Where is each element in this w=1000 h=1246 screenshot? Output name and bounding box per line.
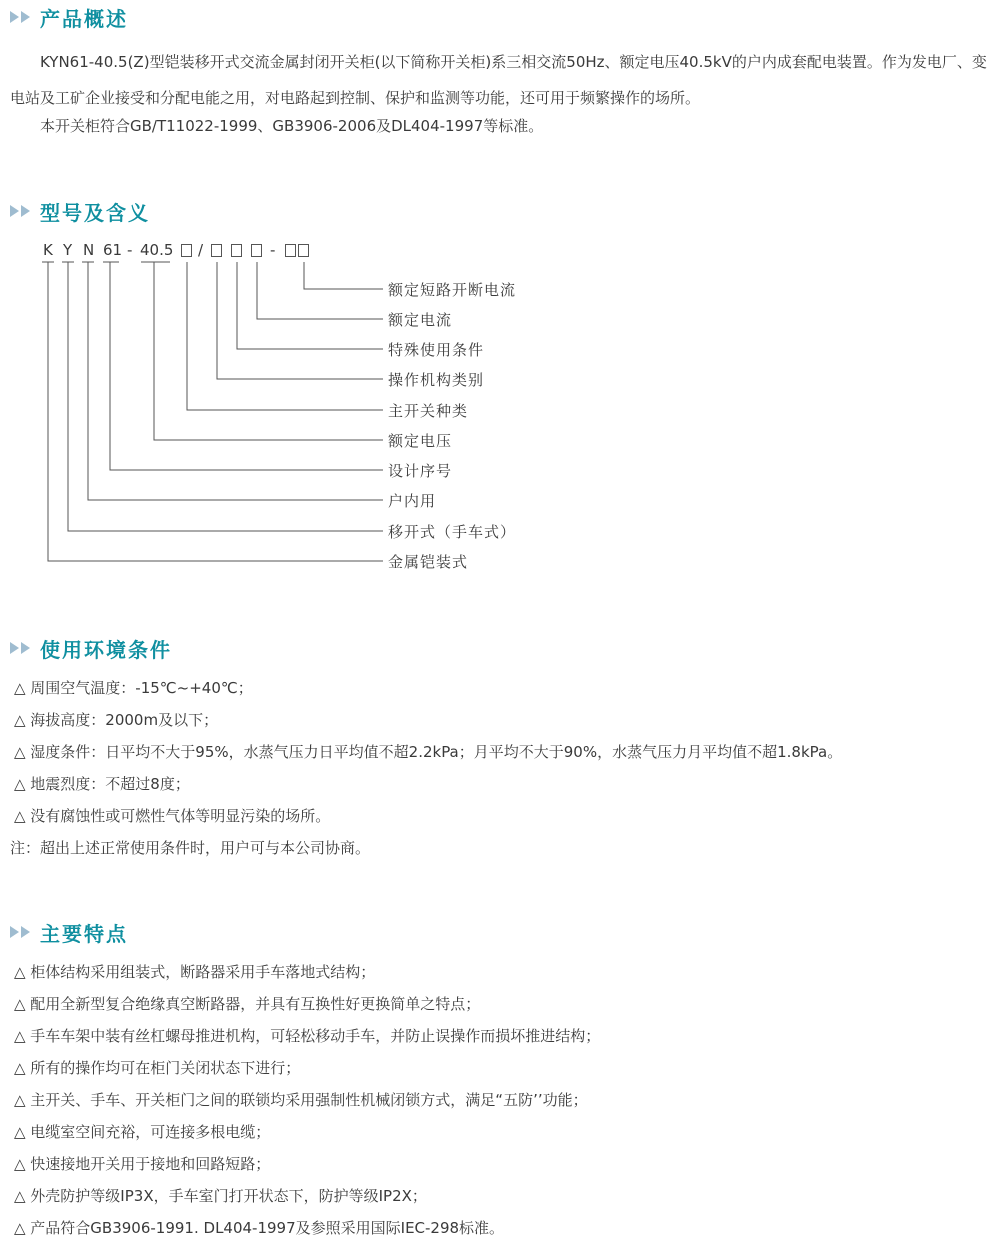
heading-text: 使用环境条件: [40, 637, 172, 662]
list-item: △ 主开关、手车、开关柜门之间的联锁均采用强制性机械闭锁方式，满足“五防’’功能；: [14, 1091, 588, 1109]
heading-text: 主要特点: [40, 921, 128, 946]
model-diagram-lines: [0, 0, 1000, 600]
list-item: △ 周围空气温度：-15℃~+40℃；: [14, 679, 253, 697]
code-dash: -: [127, 241, 133, 259]
heading-text: 产品概述: [40, 6, 128, 31]
list-item: △ 湿度条件：日平均不大于95%，水蒸气压力日平均值不超2.2kPa；月平均不大于90%，水蒸气压力月平均值不超1.8kPa。: [14, 743, 843, 761]
code-design-number: 61: [103, 241, 123, 259]
code-n: N: [83, 241, 95, 259]
note: 注：超出上述正常使用条件时，用户可与本公司协商。: [10, 839, 371, 857]
meaning-mechanism-type: 操作机构类别: [388, 371, 485, 389]
section-heading-environment: [10, 633, 172, 663]
list-item: △ 手车车架中装有丝杠螺母推进机构，可轻松移动手车，并防止误操作而损坏推进结构；: [14, 1027, 601, 1045]
list-item: △ 产品符合GB3906-1991. DL404-1997及参照采用国际IEC-298标准。: [14, 1219, 505, 1237]
section-heading-features: [10, 917, 128, 947]
list-item: △ 地震烈度：不超过8度；: [14, 775, 190, 793]
meaning-metal-clad: 金属铠装式: [388, 553, 469, 571]
list-item: △ 电缆室空间充裕，可连接多根电缆；: [14, 1123, 271, 1141]
meaning-indoor: 户内用: [388, 492, 437, 510]
meaning-withdrawable: 移开式（手车式）: [388, 523, 517, 541]
list-item: △ 柜体结构采用组装式，断路器采用手车落地式结构；: [14, 963, 376, 981]
list-item: △ 配用全新型复合绝缘真空断路器，并具有互换性好更换简单之特点；: [14, 995, 481, 1013]
meaning-design-number: 设计序号: [388, 462, 453, 480]
list-item: △ 外壳防护等级IP3X，手车室门打开状态下，防护等级IP2X；: [14, 1187, 427, 1205]
heading-text: 型号及含义: [40, 200, 150, 225]
list-item: △ 快速接地开关用于接地和回路短路；: [14, 1155, 271, 1173]
meaning-breaking-current: 额定短路开断电流: [388, 281, 517, 299]
list-item: △ 海拔高度：2000m及以下；: [14, 711, 219, 729]
list-item: △ 所有的操作均可在柜门关闭状态下进行；: [14, 1059, 301, 1077]
meaning-rated-current: 额定电流: [388, 311, 453, 329]
code-voltage: 40.5: [140, 241, 174, 259]
double-arrow-icon: [10, 926, 30, 938]
code-dash: -: [270, 241, 276, 259]
code-y: Y: [63, 241, 73, 259]
code-k: K: [43, 241, 53, 259]
double-arrow-icon: [10, 642, 30, 654]
meaning-special-conditions: 特殊使用条件: [388, 341, 485, 359]
overview-standards: 本开关柜符合GB/T11022-1999、GB3906-2006及DL404-1997等标准。: [40, 117, 544, 135]
meaning-main-switch-type: 主开关种类: [388, 402, 469, 420]
overview-paragraph: KYN61-40.5(Z)型铠装移开式交流金属封闭开关柜(以下简称开关柜)系三相交流50Hz、额定电压40.5kV的户内成套配电装置。作为发电厂、变电站及工矿企业接受和分配电能之用，对电路起到控制、保护和监测等功能，还可用于频繁操作的场所。: [10, 53, 987, 107]
list-item: △ 没有腐蚀性或可燃性气体等明显污染的场所。: [14, 807, 331, 825]
meaning-rated-voltage: 额定电压: [388, 432, 453, 450]
code-slash: /: [198, 241, 204, 259]
